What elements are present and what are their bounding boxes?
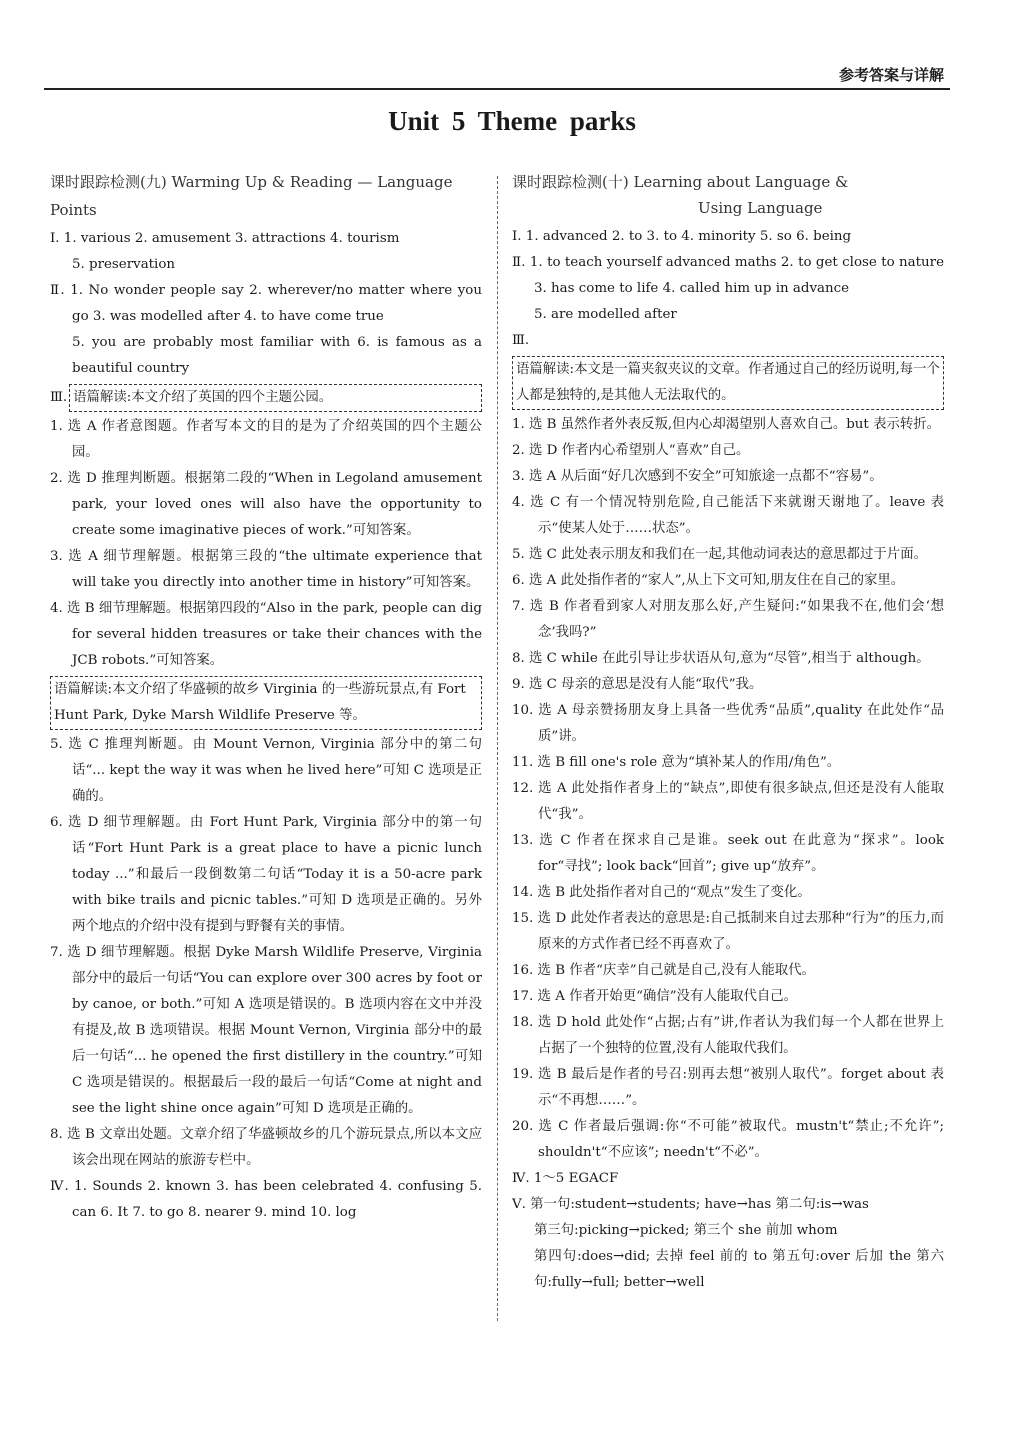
explanation-item: 14. 选 B 此处指作者对自己的“观点”发生了变化。: [512, 885, 811, 900]
explanation-item: 8. 选 B 文章出处题。文章介绍了华盛顿故乡的几个游玩景点,所以本文应该会出现在网站的旅游专栏中。: [50, 1127, 482, 1168]
explanation-item: 2. 选 D 作者内心希望别人“喜欢”自己。: [512, 443, 750, 458]
answer-II-5: 5. are modelled after: [534, 307, 677, 322]
unit-title: Unit 5 Theme parks: [388, 106, 636, 136]
answer-V-line1: Ⅴ. 第一句:student→students; have→has 第二句:is→was: [512, 1197, 869, 1212]
explanation-item: 7. 选 D 细节理解题。根据 Dyke Marsh Wildlife Preserve, Virginia 部分中的最后一句话“You can explore over 300 acres by foot or by canoe, or both.”可知 A 选项是错误的。B 选项内容在文中并没有提及,故 B 选项错误。根据 Mount Vernon, Virginia 部分中的最后一句话“... he opened the first distillery in the country.”可知 C 选项是错误的。根据最后一段的最后一句话“Come at night and see the light shine once again”可知 D 选项是正确的。: [50, 945, 482, 1116]
explanation-item: 16. 选 B 作者“庆幸”自己就是自己,没有人能取代。: [512, 963, 815, 978]
answer-I-line2: 5. preservation: [72, 257, 176, 272]
explanation-item: 11. 选 B fill one's role 意为“填补某人的作用/角色”。: [512, 755, 841, 770]
explanation-item: 19. 选 B 最后是作者的号召:别再去想“被别人取代”。forget about 表示“不再想……”。: [512, 1067, 944, 1108]
answer-III-row: [50, 382, 482, 414]
answer-I-line1: Ⅰ. 1. various 2. amusement 3. attractions 4. tourism: [50, 231, 400, 246]
explanation-item: 4. 选 C 有一个情况特别危险,自己能活下来就谢天谢地了。leave 表示“使某人处于……状态”。: [512, 495, 944, 536]
explanation-list: [512, 412, 944, 1166]
explanation-item: 2. 选 D 推理判断题。根据第二段的“When in Legoland amusement park, your loved ones will also have the opportunity to create some imaginative pieces of work.”可知答案。: [50, 471, 482, 538]
explanation-item: 17. 选 A 作者开始更“确信”没有人能取代自己。: [512, 989, 798, 1004]
explanation-item: 4. 选 B 细节理解题。根据第四段的“Also in the park, people can dig for several hidden treasures or take their chances with the JCB robots.”可知答案。: [50, 601, 482, 668]
answer-V-line3: 第四句:does→did; 去掉 feel 前的 to 第五句:over 后加 the 第六句:fully→full; better→well: [534, 1249, 944, 1290]
section-heading-10: 课时跟踪检测(十) Learning about Language &: [512, 173, 849, 191]
reading-summary-box: 语篇解读:本文是一篇夹叙夹议的文章。作者通过自己的经历说明,每一个人都是独特的,是其他人无法取代的。: [512, 356, 944, 410]
header-label: 参考答案与详解: [838, 66, 944, 84]
answer-III-label: Ⅲ.: [50, 390, 68, 405]
explanation-item: 13. 选 C 作者在探求自己是谁。seek out 在此意为“探求”。look for“寻找”; look back“回首”; give up“放弃”。: [512, 833, 944, 874]
reading-summary-box: 语篇解读:本文介绍了英国的四个主题公园。: [69, 384, 482, 412]
explanation-item: 6. 选 A 此处指作者的“家人”,从上下文可知,朋友住在自己的家里。: [512, 573, 905, 588]
column-divider: [497, 176, 498, 1321]
header-rule: [44, 88, 950, 90]
explanation-item: 7. 选 B 作者看到家人对朋友那么好,产生疑问:“如果我不在,他们会‘想念’我吗?”: [512, 599, 944, 640]
answer-V-line2: 第三句:picking→picked; 第三个 she 前加 whom: [534, 1223, 838, 1238]
section-heading-10-line2: Using Language: [698, 199, 823, 217]
explanation-item: 6. 选 D 细节理解题。由 Fort Hunt Park, Virginia 部分中的第一句话“Fort Hunt Park is a great place to have a picnic lunch today ...”和最后一段倒数第二句话“Today it is a 50-acre park with bike trails and picnic tables.”可知 D 选项是正确的。另外两个地点的介绍中没有提到与野餐有关的事情。: [50, 815, 482, 934]
answer-II: Ⅱ. 1. to teach yourself advanced maths 2. to get close to nature 3. has come to life 4. called him up in advance: [512, 255, 944, 296]
explanation-item: 5. 选 C 此处表示朋友和我们在一起,其他动词表达的意思都过于片面。: [512, 547, 927, 562]
answer-IV: Ⅳ. 1. Sounds 2. known 3. has been celebrated 4. confusing 5. can 6. It 7. to go 8. nearer 9. mind 10. log: [50, 1179, 482, 1220]
explanation-item: 5. 选 C 推理判断题。由 Mount Vernon, Virginia 部分中的第二句话“... kept the way it was when he lived here”可知 C 选项是正确的。: [50, 737, 482, 804]
explanation-item: 1. 选 A 作者意图题。作者写本文的目的是为了介绍英国的四个主题公园。: [50, 419, 482, 460]
answer-III-label: Ⅲ.: [512, 333, 530, 348]
answer-II-line1: Ⅱ. 1. No wonder people say 2. wherever/no matter where you go 3. was modelled after 4. to have come true: [50, 283, 482, 324]
explanation-item: 3. 选 A 细节理解题。根据第三段的“the ultimate experience that will take you directly into another time in history”可知答案。: [50, 549, 482, 590]
answer-IV: Ⅳ. 1～5 EGACF: [512, 1171, 619, 1186]
section-heading-9: 课时跟踪检测(九) Warming Up & Reading — Language Points: [50, 173, 453, 219]
explanation-item: 9. 选 C 母亲的意思是没有人能“取代”我。: [512, 677, 763, 692]
explanation-item: 1. 选 B 虽然作者外表反叛,但内心却渴望别人喜欢自己。but 表示转折。: [512, 417, 941, 432]
explanation-item: 3. 选 A 从后面“好几次感到不安全”可知旅途一点都不“容易”。: [512, 469, 883, 484]
explanation-item: 18. 选 D hold 此处作“占据;占有”讲,作者认为我们每一个人都在世界上占据了一个独特的位置,没有人能取代我们。: [512, 1015, 944, 1056]
reading-summary-box-2: 语篇解读:本文介绍了华盛顿的故乡 Virginia 的一些游玩景点,有 Fort Hunt Park, Dyke Marsh Wildlife Preserve 等。: [50, 676, 482, 730]
explanation-item: 10. 选 A 母亲赞扬朋友身上具备一些优秀“品质”,quality 在此处作“品质”讲。: [512, 703, 944, 744]
explanation-item: 8. 选 C while 在此引导让步状语从句,意为“尽管”,相当于 although。: [512, 651, 930, 666]
explanation-item: 15. 选 D 此处作者表达的意思是:自己抵制来自过去那种“行为”的压力,而原来的方式作者已经不再喜欢了。: [512, 911, 944, 952]
right-column: [512, 168, 944, 1403]
answer-II-line2: 5. you are probably most familiar with 6. is famous as a beautiful country: [72, 335, 482, 376]
explanation-item: 12. 选 A 此处指作者身上的“缺点”,即使有很多缺点,但还是没有人能取代“我”。: [512, 781, 944, 822]
explanation-item: 20. 选 C 作者最后强调:你“不可能”被取代。mustn't“禁止;不允许”; shouldn't“不应该”; needn't“不必”。: [512, 1119, 944, 1160]
answer-I: Ⅰ. 1. advanced 2. to 3. to 4. minority 5. so 6. being: [512, 229, 852, 244]
left-column: [50, 168, 482, 1403]
